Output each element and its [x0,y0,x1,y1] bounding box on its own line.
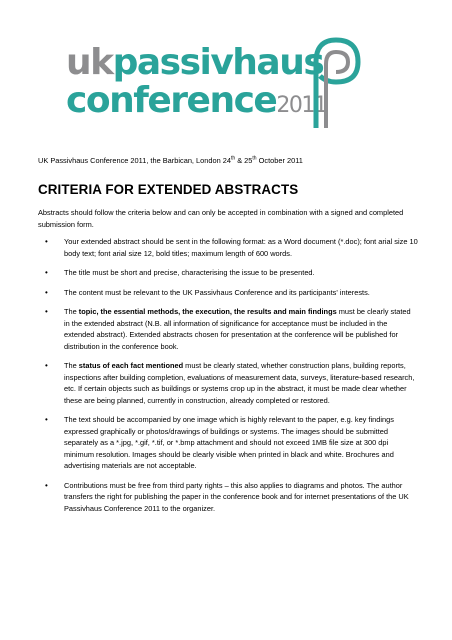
bullet-icon: • [45,287,48,297]
criteria-item: • Your extended abstract should be sent in the following format: as a Word document (*.doc); font arial size 10 body text; font arial size 12, bold titles; maximum length of 600 words. [45,237,418,258]
svg-text:ukpassivhaus [66,42,323,83]
document-title: CRITERIA FOR EXTENDED ABSTRACTS [38,182,299,197]
criteria-item: • The title must be short and precise, characterising the issue to be presented. [45,268,315,277]
criteria-list [38,236,418,522]
bullet-icon: • [45,480,48,490]
bullet-icon: • [45,307,48,316]
criteria-item: • The topic, the essential methods, the execution, the results and main findings must be clearly stated in the extended abstract (N.B. all information of significance for acceptance must be included in the extended abstract). Extended abstracts chosen for presentation at the conference will be published for distribution in the conference book. [45,307,411,351]
svg-text:conference2011 [66,80,326,121]
bullet-icon: • [45,237,48,246]
logo-uk: uk [66,42,113,83]
logo-conference: conference [66,80,277,121]
logo-year: 2011 [276,93,327,118]
conference-details: UK Passivhaus Conference 2011, the Barbican, London 24th & 25th October 2011 [38,155,303,165]
bullet-icon: • [45,415,48,424]
bullet-icon: • [45,268,48,277]
bullet-icon: • [45,361,48,370]
criteria-item: • The text should be accompanied by one image which is highly relevant to the paper, e.g. key findings expressed graphically or photos/drawings of buildings or systems. The images should be submitted separately as a *.jpg, *.gif, *.tif, or *.bmp attachment and should not exceed 1MB file size at 300 dpi minimum resolution. Images should be clearly visible when printed in black and white. Brochures and advertising materials are not acceptable. [45,415,394,470]
logo-passivhaus: passivhaus [112,42,324,83]
criteria-item: • The content must be relevant to the UK Passivhaus Conference and its participants' interests. [45,287,370,297]
intro-paragraph: Abstracts should follow the criteria below and can only be accepted in combination with a signed and completed submission form. [38,208,404,229]
criteria-item: • Contributions must be free from third party rights – this also applies to diagrams and photos. The author transfers the right for publishing the paper in the conference book and for internet presentations of the UK Passivhaus Conference 2011 to the organizer. [45,480,409,513]
conference-logo [64,32,364,132]
criteria-item: • The status of each fact mentioned must be clearly stated, whether construction plans, building reports, inspections after building completion, evaluations of measurement data, surveys, literature-based research, etc. If certain objects such as buildings or systems crop up in the abstract, it must be made clear whether these are being planned, currently in construction, already completed or restored. [45,361,415,405]
